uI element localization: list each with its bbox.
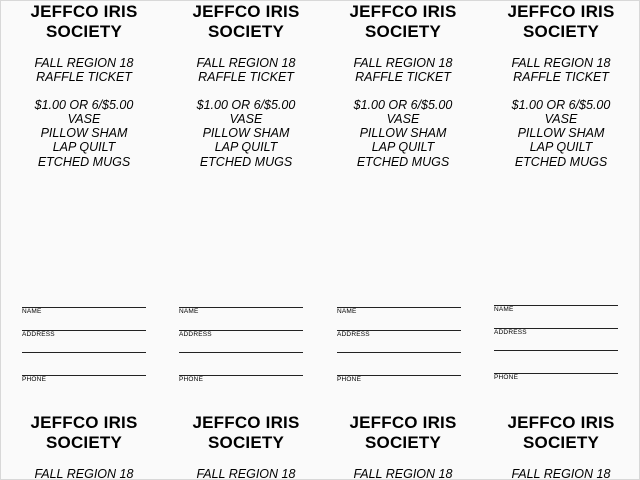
ticket-prize: PILLOW SHAM — [202, 126, 290, 141]
ticket-event: FALL REGION 18 — [511, 56, 611, 70]
ticket-title-line1: JEFFCO IRIS — [507, 2, 615, 21]
ticket-event: FALL REGION 18 — [511, 467, 611, 480]
address-label: ADDRESS — [494, 329, 527, 336]
ticket-type: RAFFLE TICKET — [36, 70, 132, 85]
raffle-ticket-8 — [482, 413, 640, 480]
ticket-title-line1: JEFFCO IRIS — [30, 2, 138, 21]
name-label: NAME — [22, 308, 42, 315]
raffle-ticket-7 — [324, 413, 482, 480]
raffle-ticket-4 — [482, 2, 640, 169]
ticket-title-line2: SOCIETY — [45, 433, 123, 452]
ticket-prize: VASE — [67, 111, 101, 126]
ticket-price: $1.00 OR 6/$5.00 — [34, 97, 134, 112]
ticket-event: FALL REGION 18 — [34, 56, 134, 70]
raffle-ticket-3 — [324, 2, 482, 169]
ticket-prize: PILLOW SHAM — [40, 126, 128, 141]
address-label: ADDRESS — [179, 331, 212, 338]
address-label: ADDRESS — [337, 331, 370, 338]
name-label: NAME — [179, 308, 199, 315]
ticket-title-line2: SOCIETY — [207, 433, 285, 452]
ticket-prize: LAP QUILT — [371, 140, 435, 155]
ticket-prize: LAP QUILT — [529, 140, 593, 155]
ticket-price: $1.00 OR 6/$5.00 — [196, 97, 296, 112]
ticket-event: FALL REGION 18 — [196, 467, 296, 480]
name-label: NAME — [337, 308, 357, 315]
ticket-type: RAFFLE TICKET — [198, 70, 294, 85]
phone-label: PHONE — [179, 376, 204, 383]
phone-label: PHONE — [22, 376, 47, 383]
raffle-ticket-2 — [167, 2, 325, 169]
ticket-title-line1: JEFFCO IRIS — [30, 413, 138, 432]
ticket-title-line1: JEFFCO IRIS — [349, 2, 457, 21]
ticket-price: $1.00 OR 6/$5.00 — [353, 97, 453, 112]
ticket-price: $1.00 OR 6/$5.00 — [511, 97, 611, 112]
ticket-prize: ETCHED MUGS — [514, 154, 608, 169]
phone-label: PHONE — [337, 376, 362, 383]
ticket-event: FALL REGION 18 — [353, 467, 453, 480]
ticket-event: FALL REGION 18 — [353, 56, 453, 70]
ticket-title-line1: JEFFCO IRIS — [507, 413, 615, 432]
ticket-prize: ETCHED MUGS — [37, 154, 131, 169]
name-label: NAME — [494, 306, 514, 313]
ticket-title-line2: SOCIETY — [45, 22, 123, 41]
raffle-ticket-5 — [5, 413, 163, 480]
ticket-prize: VASE — [229, 111, 263, 126]
ticket-title-line1: JEFFCO IRIS — [349, 413, 457, 432]
address-line-2[interactable] — [22, 352, 146, 353]
ticket-title-line2: SOCIETY — [207, 22, 285, 41]
ticket-title-line2: SOCIETY — [364, 22, 442, 41]
ticket-prize: VASE — [544, 111, 578, 126]
ticket-event: FALL REGION 18 — [34, 467, 134, 480]
raffle-ticket-6 — [167, 413, 325, 480]
ticket-type: RAFFLE TICKET — [355, 70, 451, 85]
ticket-title-line2: SOCIETY — [522, 433, 600, 452]
address-line-2[interactable] — [494, 350, 618, 351]
ticket-type: RAFFLE TICKET — [513, 70, 609, 85]
ticket-title-line2: SOCIETY — [364, 433, 442, 452]
ticket-title-line1: JEFFCO IRIS — [192, 2, 300, 21]
ticket-prize: VASE — [386, 111, 420, 126]
address-line-2[interactable] — [337, 352, 461, 353]
phone-label: PHONE — [494, 374, 519, 381]
address-label: ADDRESS — [22, 331, 55, 338]
ticket-prize: PILLOW SHAM — [517, 126, 605, 141]
raffle-ticket-1 — [5, 2, 163, 169]
ticket-prize: LAP QUILT — [214, 140, 278, 155]
ticket-title-line2: SOCIETY — [522, 22, 600, 41]
ticket-event: FALL REGION 18 — [196, 56, 296, 70]
ticket-prize: ETCHED MUGS — [356, 154, 450, 169]
address-line-2[interactable] — [179, 352, 303, 353]
ticket-title-line1: JEFFCO IRIS — [192, 413, 300, 432]
ticket-prize: LAP QUILT — [52, 140, 116, 155]
ticket-prize: PILLOW SHAM — [359, 126, 447, 141]
ticket-prize: ETCHED MUGS — [199, 154, 293, 169]
